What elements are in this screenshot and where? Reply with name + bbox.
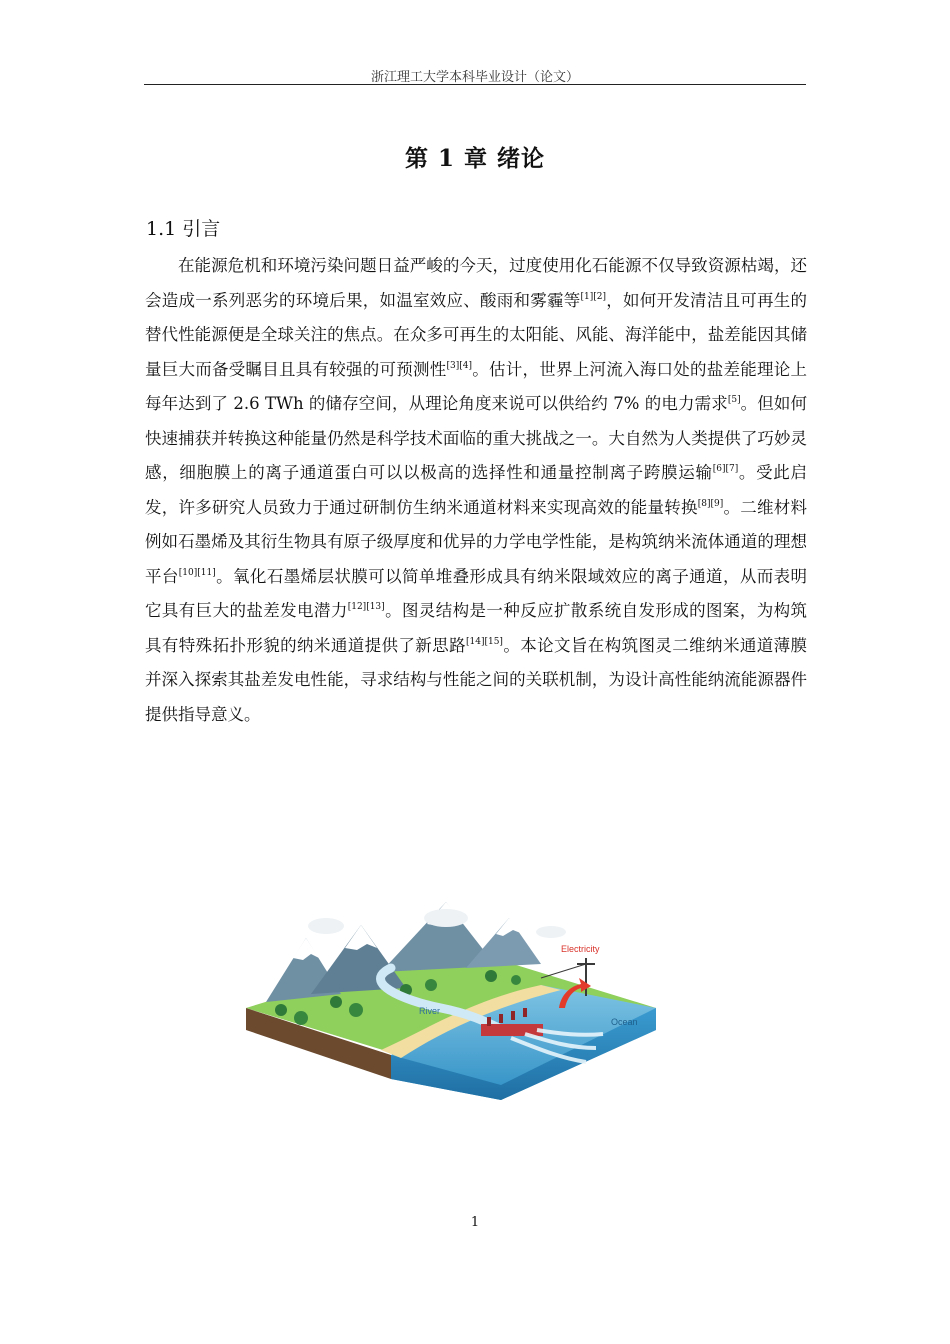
citation: [5] <box>727 395 741 405</box>
citation: [10][11] <box>178 567 216 578</box>
citation: [3][4] <box>446 360 472 371</box>
ocean-label: Ocean <box>611 1017 638 1027</box>
header-rule <box>144 84 806 85</box>
electricity-label: Electricity <box>561 944 600 954</box>
river-label: River <box>419 1006 441 1016</box>
body-paragraph: 在能源危机和环境污染问题日益严峻的今天，过度使用化石能源不仅导致资源枯竭，还会造成一系列恶劣的环境后果，如温室效应、酸雨和雾霾等[1][2]，如何开发清洁且可再生的替代性能源便是全球关注的焦点。在众多可再生的太阳能、风能、海洋能中，盐差能因其储量巨大而备受瞩目且具有较强的可预测性[3][4]。估计，世界上河流入海口处的盐差能理论上每年达到了 2.6 TWh 的储存空间，从理论角度来说可以供给约 7% 的电力需求[5]。但如何快速捕获并转换这种能量仍然是科学技术面临的重大挑战之一。大自然为人类提供了巧妙灵感，细胞膜上的离子通道蛋白可以以极高的选择性和通量控制离子跨膜运输[6][7]。受此启发，许多研究人员致力于通过研制仿生纳米通道材料来实现高效的能量转换[8][9]。二维材料例如石墨烯及其衍生物具有原子级厚度和优异的力学电学性能，是构筑纳米流体通道的理想平台[10][11]。氧化石墨烯层状膜可以简单堆叠形成具有纳米限域效应的离子通道，从而表明它具有巨大的盐差发电潜力[12][13]。图灵结构是一种反应扩散系统自发形成的图案，为构筑具有特殊拓扑形貌的纳米通道提供了新思路[14][15]。本论文旨在构筑图灵二维纳米通道薄膜并深入探索其盐差发电性能，寻求结构与性能之间的关联机制，为设计高性能纳流能源器件提供指导意义。 <box>145 256 808 724</box>
citation: [8][9] <box>697 498 724 509</box>
salinity-gradient-illustration <box>241 890 661 1100</box>
citation: [12][13] <box>347 602 385 612</box>
citation: [1][2] <box>580 291 606 302</box>
citation: [6][7] <box>712 464 739 474</box>
page-header: 浙江理工大学本科毕业设计（论文） <box>370 70 579 85</box>
chapter-title: 第 1 章 绪论 <box>404 145 546 172</box>
section-title: 1.1 引言 <box>146 218 221 240</box>
citation: [14][15] <box>465 636 503 647</box>
page-number: 1 <box>470 1215 480 1230</box>
